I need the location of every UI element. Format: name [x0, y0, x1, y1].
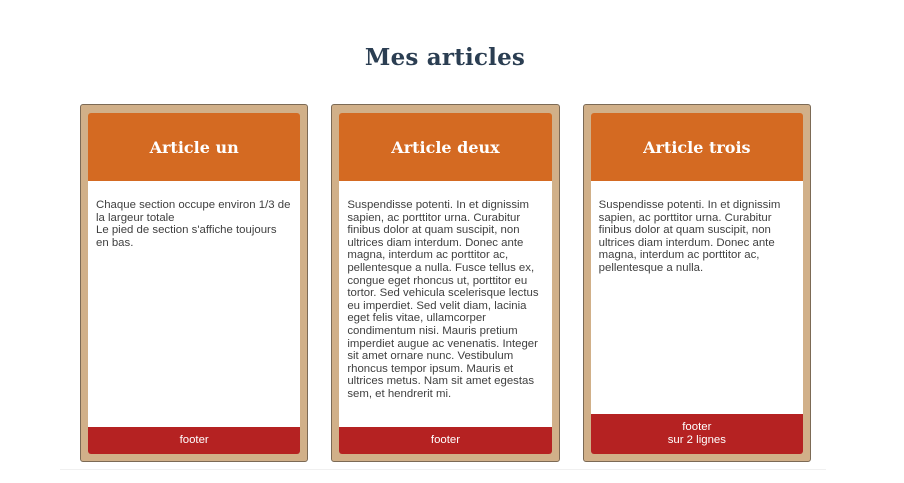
article-text	[96, 199, 292, 249]
article-title: Article trois	[643, 137, 751, 157]
article-footer-text: footer	[430, 434, 461, 446]
articles-grid	[80, 104, 811, 462]
article-footer-text: footer	[682, 421, 712, 433]
article-title: Article deux	[391, 137, 500, 157]
article-title: Article un	[149, 137, 239, 157]
article-card-3	[583, 104, 811, 462]
article-text	[599, 199, 795, 275]
article-footer-text: footer	[179, 434, 209, 446]
page-title: Mes articles	[364, 44, 526, 71]
article-header	[591, 113, 803, 181]
article-paragraph: Suspendisse potenti. In et dignissim sapien, ac porttitor urna. Curabitur finibus dolor at quam suscipit, non ultrices diam interdum. Donec ante magna, interdum ac porttitor ac, pellentesque a nulla.	[598, 199, 781, 274]
article-footer	[88, 427, 300, 454]
article-body	[88, 181, 300, 427]
article-header	[88, 113, 300, 181]
article-body	[591, 181, 803, 414]
article-paragraph: Le pied de section s'affiche toujours en bas.	[96, 224, 277, 249]
article-footer-text: sur 2 lignes	[667, 434, 726, 446]
article-card-1	[80, 104, 308, 462]
article-header	[339, 113, 551, 181]
article-card-2	[331, 104, 559, 462]
article-footer	[339, 427, 551, 454]
article-paragraph: Suspendisse potenti. In et dignissim sapien, ac porttitor urna. Curabitur finibus dolor at quam suscipit, non ultrices diam interdum. Donec ante magna, interdum ac porttitor ac, pellentesque a nulla. Fusce tellus ex, congue eget rhoncus ut, porttitor eu tortor. Sed vehicula scelerisque lectus eu imperdiet. Sed velit diam, lacinia eget felis vitae, ullamcorper condimentum nisi. Mauris pretium imperdiet augue ac venenatis. Integer sit amet ornare nunc. Vestibulum rhoncus tempor ipsum. Mauris et ultrices metus. Nam sit amet egestas sem, et hendrerit mi.	[347, 199, 539, 400]
article-footer	[591, 414, 803, 454]
bottom-divider	[60, 469, 826, 470]
article-text	[347, 199, 543, 401]
article-body	[339, 181, 551, 427]
article-paragraph: Chaque section occupe environ 1/3 de la largeur totale	[96, 199, 291, 224]
